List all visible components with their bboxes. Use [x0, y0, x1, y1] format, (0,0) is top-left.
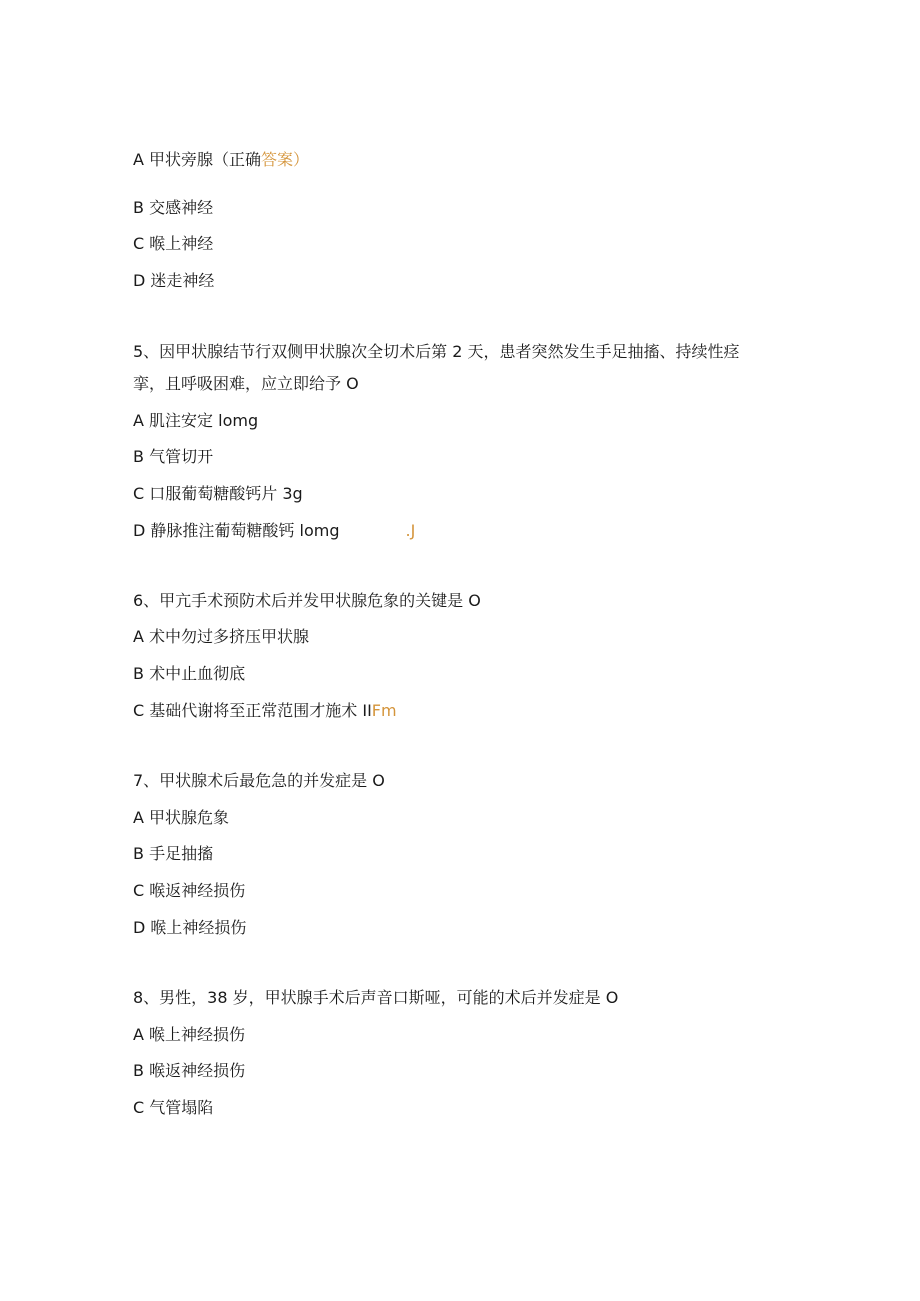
q6-stem: 6、甲亢手术预防术后并发甲状腺危象的关键是 O [133, 591, 481, 610]
q6-option-c-text: C 基础代谢将至正常范围才施术 II [133, 701, 372, 720]
q4-option-d: D 迷走神经 [133, 271, 215, 290]
q4-answer-mark: 答案） [261, 150, 310, 169]
q7-stem: 7、甲状腺术后最危急的并发症是 O [133, 771, 385, 790]
q4-option-c: C 喉上神经 [133, 234, 214, 253]
q5-stem-line2: 挛，且呼吸困难，应立即给予 O [133, 374, 359, 393]
q5-option-d-text: D 静脉推注葡萄糖酸钙 lomg [133, 521, 340, 540]
q6-option-b: B 术中止血彻底 [133, 664, 246, 683]
q8-option-c: C 气管塌陷 [133, 1098, 214, 1117]
q8-option-a: A 喉上神经损伤 [133, 1025, 246, 1044]
q8-option-b: B 喉返神经损伤 [133, 1061, 246, 1080]
q4-option-a-text: A 甲状旁腺（正确 [133, 150, 262, 169]
q6-answer-mark: Fm [371, 701, 397, 720]
q6-option-c [133, 701, 397, 721]
q7-option-d: D 喉上神经损伤 [133, 918, 247, 937]
q5-option-b: B 气管切开 [133, 447, 214, 466]
q4-option-a [133, 150, 309, 170]
q6-option-a: A 术中勿过多挤压甲状腺 [133, 627, 310, 646]
q5-option-a: A 肌注安定 lomg [133, 411, 259, 430]
q4-option-b: B 交感神经 [133, 198, 214, 217]
q7-option-b: B 手足抽搐 [133, 844, 214, 863]
q5-option-d [133, 521, 415, 541]
q5-option-c: C 口服葡萄糖酸钙片 3g [133, 484, 303, 503]
q7-option-c: C 喉返神经损伤 [133, 881, 246, 900]
q5-stem-line1: 5、因甲状腺结节行双侧甲状腺次全切术后第 2 天，患者突然发生手足抽搐、持续性痉 [133, 342, 740, 361]
q8-stem: 8、男性，38 岁，甲状腺手术后声音口斯哑，可能的术后并发症是 O [133, 988, 619, 1007]
q5-answer-mark: .J [405, 521, 416, 540]
q7-option-a: A 甲状腺危象 [133, 808, 230, 827]
